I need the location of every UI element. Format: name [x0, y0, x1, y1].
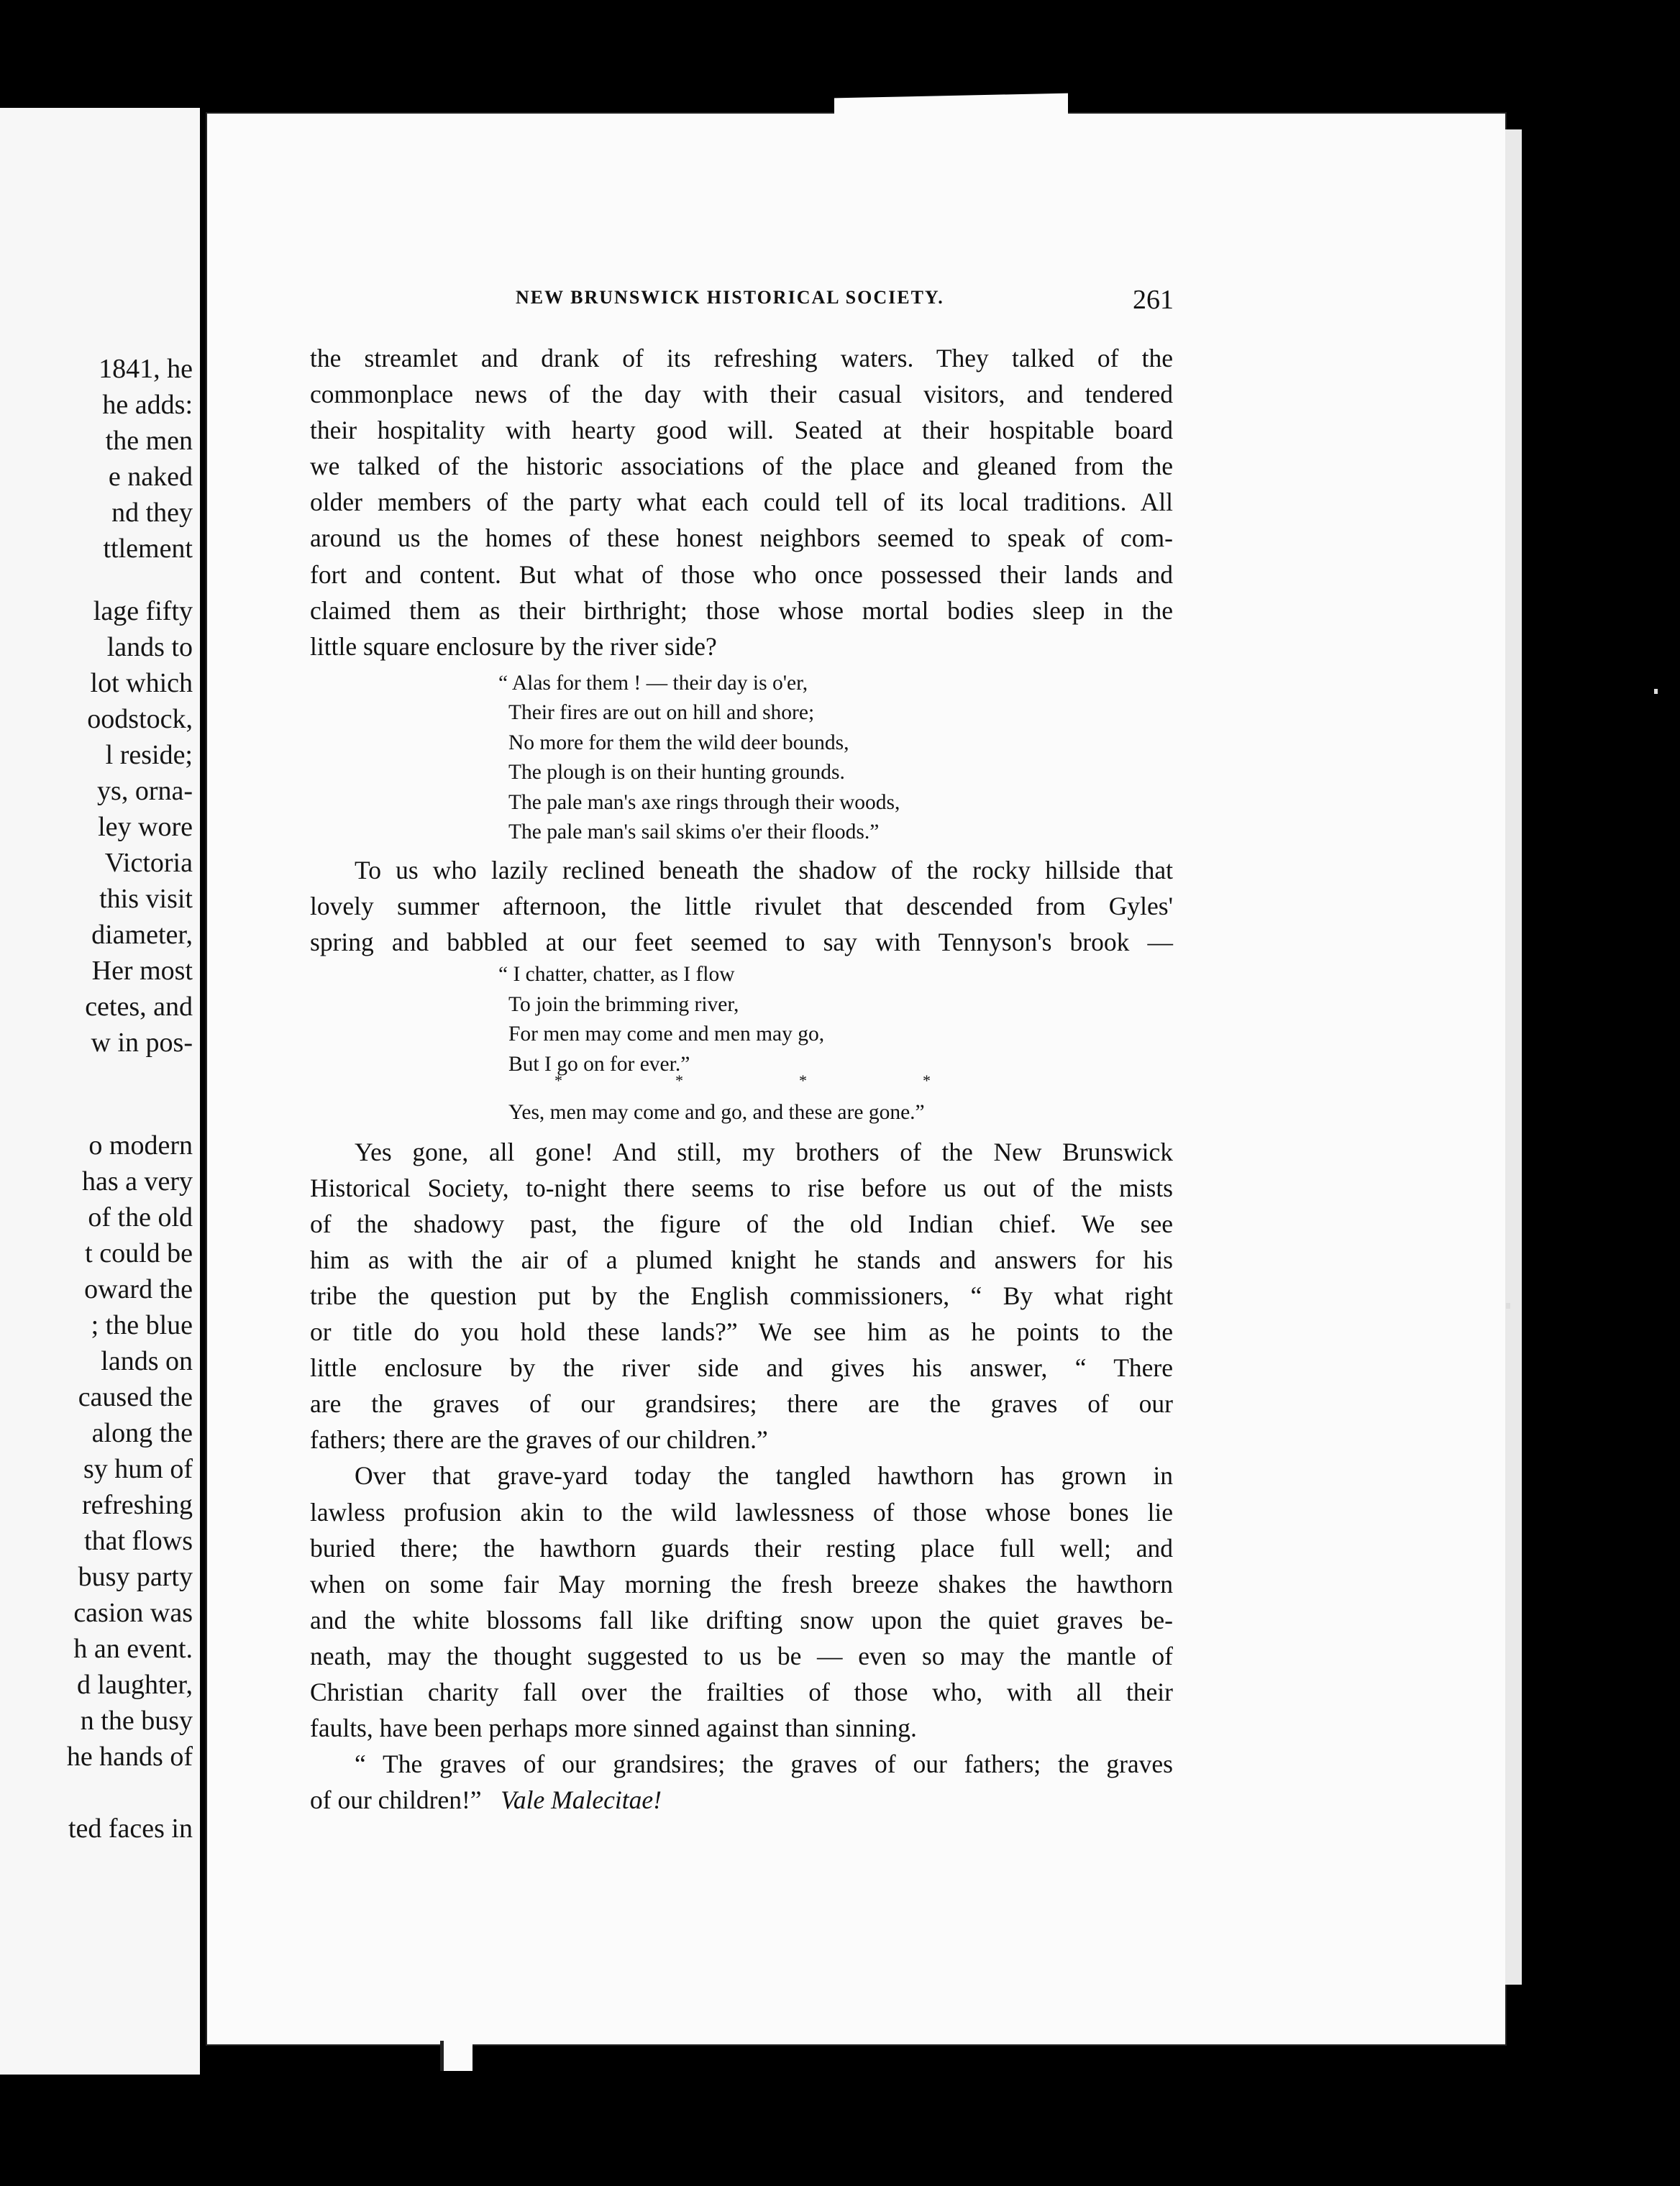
text-line: lawless profusion akin to the wild lawlessness of those whose bones lie	[310, 1497, 1173, 1527]
text-line: buried there; the hawthorn guards their resting place full well; and	[310, 1533, 1173, 1563]
verse-line: The plough is on their hunting grounds.	[508, 761, 845, 785]
text-line: little square enclosure by the river side?	[310, 631, 717, 661]
scan-speck	[1506, 1303, 1510, 1309]
facing-page-fragment: oodstock,	[87, 704, 193, 734]
facing-page-fragment: nd they	[111, 498, 193, 528]
facing-page-fragment: ted faces in	[68, 1814, 193, 1844]
paragraph-5	[310, 1746, 1173, 1818]
facing-page-fragment: ttlement	[103, 534, 193, 564]
body-text	[310, 340, 1173, 1818]
facing-page-fragment: n the busy	[80, 1706, 193, 1736]
verse-line: But I go on for ever.”	[508, 1052, 690, 1076]
facing-page-fragment: h an event.	[73, 1634, 193, 1664]
text-line: him as with the air of a plumed knight he stands and answers for his	[310, 1245, 1173, 1274]
verse-line: “ Alas for them ! — their day is o'er,	[498, 671, 808, 695]
facing-page-fragment: refreshing	[81, 1490, 193, 1520]
verse-line: “ I chatter, chatter, as I flow	[498, 963, 735, 987]
text-line: Over that grave-yard today the tangled hawthorn has grown in	[355, 1461, 1173, 1491]
facing-page-fragment: caused the	[78, 1382, 193, 1412]
facing-page-fragment: has a very	[81, 1166, 193, 1197]
facing-page-fragment: lands to	[106, 632, 193, 662]
page-edge-strip	[1505, 129, 1522, 1985]
facing-page-fragment: oward the	[84, 1274, 193, 1304]
ellipsis-star: *	[554, 1071, 562, 1090]
facing-page-fragment: d laughter,	[77, 1670, 193, 1700]
text-line: Historical Society, to-night there seems to rise before us out of the mists	[310, 1173, 1173, 1202]
text-line: of the shadowy past, the figure of the old Indian chief. We see	[310, 1209, 1173, 1238]
facing-page-fragment: busy party	[78, 1562, 193, 1592]
ellipsis-star: *	[923, 1071, 931, 1090]
verse-line: Yes, men may come and go, and these are gone.”	[508, 1101, 925, 1125]
verse-line: No more for them the wild deer bounds,	[508, 731, 849, 754]
text-line: when on some fair May morning the fresh breeze shakes the hawthorn	[310, 1569, 1173, 1599]
page-number: 261	[1133, 285, 1174, 315]
text-line: “ The graves of our grandsires; the graves of our fathers; the graves	[355, 1750, 1173, 1779]
facing-page-fragment: ys, orna-	[97, 776, 193, 806]
text-line: little enclosure by the river side and gives his answer, “ There	[310, 1353, 1173, 1383]
text-line: fathers; there are the graves of our children.”	[310, 1425, 768, 1455]
facing-page-fragment: Victoria	[104, 848, 193, 878]
text-line: commonplace news of the day with their casual visitors, and tendered	[310, 380, 1173, 409]
facing-page-fragment: lot which	[90, 668, 193, 698]
text-line: tribe the question put by the English commissioners, “ By what right	[310, 1281, 1173, 1310]
verse-ellipsis	[498, 1071, 1173, 1098]
text-line: the streamlet and drank of its refreshing waters. They talked of the	[310, 344, 1173, 372]
facing-page-fragment: of the old	[88, 1202, 193, 1233]
verse-line: The pale man's sail skims o'er their floods.”	[508, 820, 880, 844]
verse-line: The pale man's axe rings through their woods,	[508, 790, 900, 814]
facing-page-fragment: ; the blue	[91, 1310, 193, 1340]
facing-page-fragment: cetes, and	[85, 992, 193, 1022]
text-line: older members of the party what each could tell of its local traditions. All	[310, 488, 1173, 517]
text-line: neath, may the thought suggested to us be — even so may the mantle of	[310, 1641, 1173, 1670]
running-title: NEW BRUNSWICK HISTORICAL SOCIETY.	[516, 287, 944, 308]
text-line: spring and babbled at our feet seemed to say with Tennyson's brook —	[310, 928, 1173, 957]
paragraph-2	[310, 852, 1173, 960]
facing-page-fragment: o modern	[88, 1130, 193, 1161]
text-line: faults, have been perhaps more sinned against than sinning.	[310, 1714, 917, 1743]
facing-page-fragment: casion was	[73, 1598, 193, 1628]
text-line: around us the homes of these honest neighbors seemed to speak of com-	[310, 523, 1173, 553]
facing-page-fragment: t could be	[85, 1238, 193, 1268]
facing-page-fragment: 1841, he	[99, 354, 193, 384]
closing-quote: of our children!”	[310, 1785, 482, 1815]
running-header	[311, 284, 1236, 317]
verse-line: Their fires are out on hill and shore;	[508, 701, 815, 725]
scan-speck	[1654, 689, 1658, 694]
ellipsis-star: *	[675, 1071, 683, 1090]
text-line: Christian charity fall over the frailties of those who, with all their	[310, 1678, 1173, 1707]
facing-page-fragment: e naked	[108, 462, 193, 492]
facing-page-fragment: that flows	[84, 1526, 193, 1556]
verse-quote-2	[498, 960, 1173, 1128]
facing-page-fragment: the men	[105, 426, 193, 456]
facing-page-fragment: diameter,	[91, 920, 193, 950]
facing-page-fragment: lage fifty	[93, 596, 193, 626]
text-line: fort and content. But what of those who once possessed their lands and	[310, 559, 1173, 589]
page-bottom-edge	[440, 2041, 472, 2071]
text-line: claimed them as their birthright; those whose mortal bodies sleep in the	[310, 595, 1173, 625]
ellipsis-star: *	[799, 1071, 807, 1090]
text-line: we talked of the historic associations of the place and gleaned from the	[310, 452, 1173, 481]
text-line: To us who lazily reclined beneath the shadow of the rocky hillside that	[355, 855, 1173, 884]
text-line: are the graves of our grandsires; there are the graves of our	[310, 1389, 1173, 1419]
facing-page-fragment: along the	[91, 1418, 193, 1448]
text-line: Yes gone, all gone! And still, my brothers of the New Brunswick	[355, 1137, 1173, 1166]
text-line: their hospitality with hearty good will. Seated at their hospitable board	[310, 416, 1173, 445]
facing-page-fragment: ley wore	[98, 812, 193, 842]
facing-page-fragment: sy hum of	[83, 1454, 193, 1484]
facing-page-fragment: l reside;	[105, 740, 193, 770]
facing-page-fragment: he hands of	[66, 1742, 193, 1772]
verse-line: For men may come and men may go,	[508, 1023, 825, 1046]
verse-line: To join the brimming river,	[508, 992, 739, 1016]
text-line: or title do you hold these lands?” We see him as he points to the	[310, 1317, 1173, 1347]
facing-page-fragment: this visit	[99, 884, 193, 914]
paragraph-1	[310, 340, 1173, 664]
paragraph-3	[310, 1134, 1173, 1458]
closing-valediction: Vale Malecitae!	[501, 1785, 662, 1815]
facing-page-left	[0, 108, 200, 2075]
facing-page-fragment: he adds:	[102, 390, 193, 420]
facing-page-fragment: Her most	[91, 956, 193, 986]
facing-page-fragment: w in pos-	[91, 1028, 193, 1058]
facing-page-fragment: lands on	[101, 1346, 193, 1376]
verse-quote-1	[498, 669, 1173, 848]
text-line-final	[310, 1782, 1173, 1818]
text-line: lovely summer afternoon, the little rivulet that descended from Gyles'	[310, 891, 1173, 920]
text-line: and the white blossoms fall like drifting snow upon the quiet graves be-	[310, 1605, 1173, 1634]
paragraph-4	[310, 1458, 1173, 1746]
